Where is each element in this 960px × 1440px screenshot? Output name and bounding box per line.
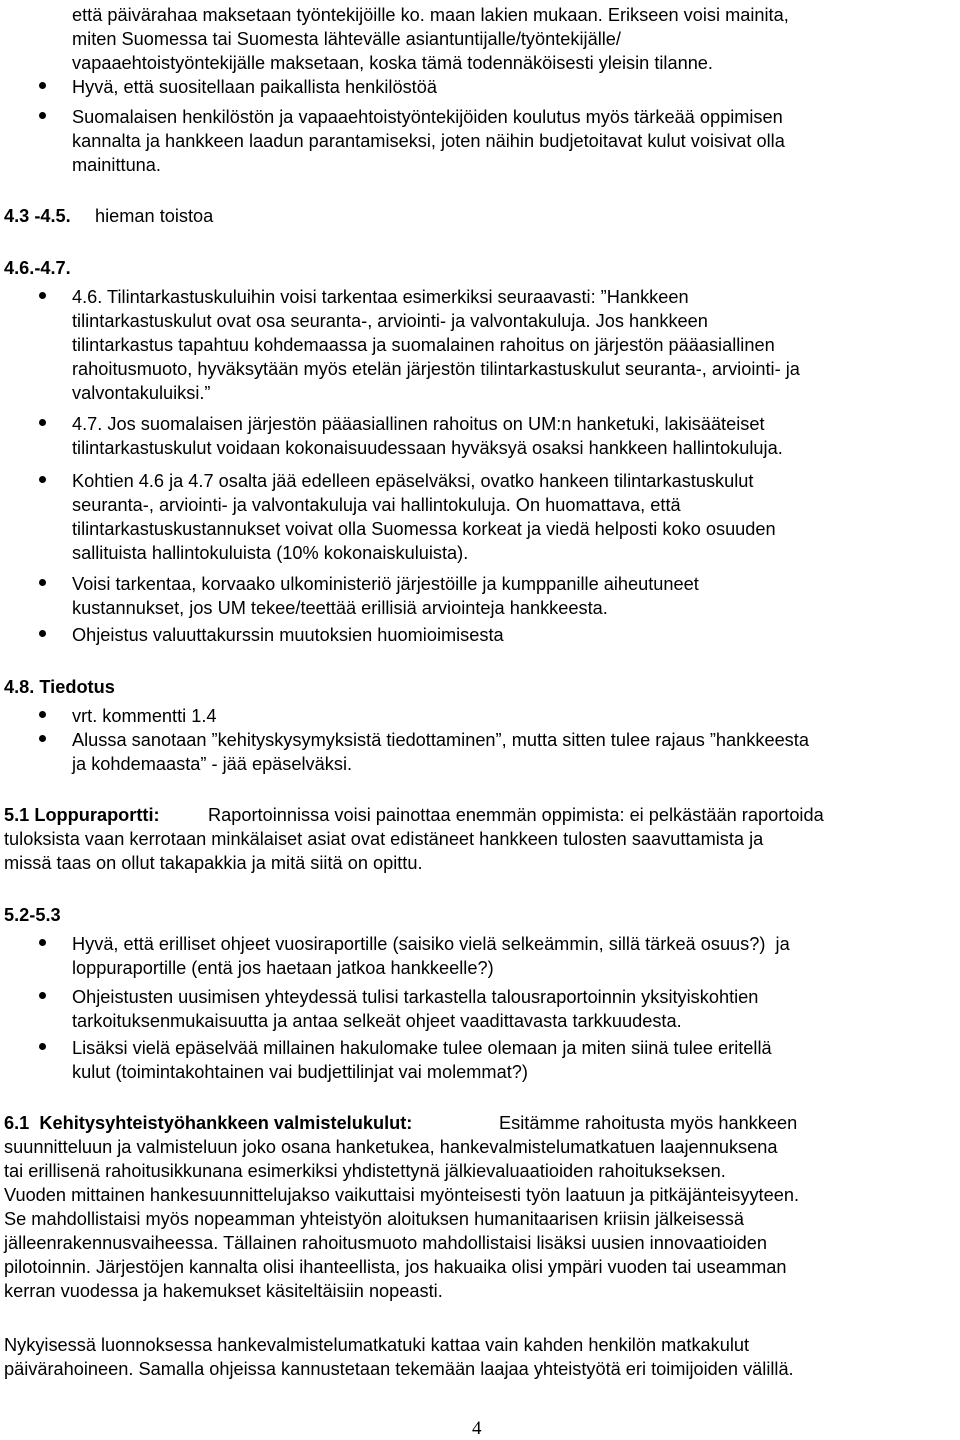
list-item-continuation: tarkoituksenmukaisuutta ja antaa selkeät ohjeet vaadittavasta tarkkuudesta. — [72, 1011, 682, 1031]
list-item: Hyvä, että suositellaan paikallista henkilöstöä — [72, 77, 437, 97]
text-line: vapaaehtoistyöntekijälle maksetaan, koska tämä todennäköisesti yleisin tilanne. — [72, 53, 713, 73]
list-item: Hyvä, että erilliset ohjeet vuosiraportille (saisiko vielä selkeämmin, sillä tärkeä osuus?) ja — [72, 934, 790, 954]
bullet-icon — [39, 711, 46, 718]
bullet-icon — [39, 630, 46, 637]
list-item: Suomalaisen henkilöstön ja vapaaehtoistyöntekijöiden koulutus myös tärkeää oppimisen — [72, 107, 783, 127]
bullet-icon — [39, 476, 46, 483]
text-line: tuloksista vaan kerrotaan minkälaiset asiat ovat edistäneet hankkeen tulosten saavuttamista ja — [4, 829, 764, 849]
bullet-icon — [39, 579, 46, 586]
text-line: tai erillisenä rahoitusikkunana esimerkiksi yhdistettynä jälkievaluaatioiden rahoitukseksen. — [4, 1161, 726, 1181]
text-line: kerran vuodessa ja hakemukset käsiteltäisiin nopeasti. — [4, 1281, 443, 1301]
bullet-icon — [39, 292, 46, 299]
section-label: 4.3 -4.5. — [4, 206, 71, 226]
list-item: Alussa sanotaan ”kehityskysymyksistä tiedottaminen”, mutta sitten tulee rajaus ”hankkeesta — [72, 730, 809, 750]
text-line: miten Suomessa tai Suomesta lähtevälle asiantuntijalle/työntekijälle/ — [72, 29, 621, 49]
list-item: vrt. kommentti 1.4 — [72, 706, 217, 726]
section-label: 4.6.-4.7. — [4, 258, 71, 278]
list-item-continuation: valvontakuluiksi.” — [72, 383, 211, 403]
text-line: Se mahdollistaisi myös nopeamman yhteistyön aloituksen humanitaarisen kriisin jälkeisessä — [4, 1209, 744, 1229]
page-number: 4 — [472, 1418, 482, 1439]
list-item-continuation: kannalta ja hankkeen laadun parantamiseksi, joten näihin budjetoitavat kulut voisivat olla — [72, 131, 785, 151]
text-line: Raportoinnissa voisi painottaa enemmän oppimista: ei pelkästään raportoida — [208, 805, 824, 825]
list-item: Ohjeistus valuuttakurssin muutoksien huomioimisesta — [72, 625, 504, 645]
bullet-icon — [39, 419, 46, 426]
section-heading: 5.2-5.3 — [4, 905, 61, 925]
list-item: Voisi tarkentaa, korvaako ulkoministeriö järjestöille ja kumppanille aiheutuneet — [72, 574, 699, 594]
bullet-icon — [39, 112, 46, 119]
list-item-continuation: kustannukset, jos UM tekee/teettää erillisiä arviointeja hankkeesta. — [72, 598, 608, 618]
list-item-continuation: tilintarkastus tapahtuu kohdemaassa ja suomalainen rahoitus on järjestön pääasiallinen — [72, 335, 775, 355]
text-line: pilotoinnin. Järjestöjen kannalta olisi ihanteellista, jos hakuaika olisi ympäri vuoden tai useamman — [4, 1257, 787, 1277]
list-item: 4.6. Tilintarkastuskuluihin voisi tarkentaa esimerkiksi seuraavasti: ”Hankkeen — [72, 287, 689, 307]
section-text: hieman toistoa — [95, 206, 214, 226]
section-heading: 6.1 Kehitysyhteistyöhankkeen valmistelukulut: — [4, 1113, 413, 1133]
section-heading: 5.1 Loppuraportti: — [4, 805, 160, 825]
bullet-icon — [39, 82, 46, 89]
list-item-continuation: kulut (toimintakohtainen vai budjettilinjat vai molemmat?) — [72, 1062, 528, 1082]
list-item-continuation: sallituista hallintokuluista (10% kokonaiskuluista). — [72, 543, 469, 563]
list-item-continuation: tilintarkastuskulut ovat osa seuranta-, arviointi- ja valvontakuluja. Jos hankkeen — [72, 311, 708, 331]
bullet-icon — [39, 992, 46, 999]
list-item-continuation: tilintarkastuskustannukset voivat olla Suomessa korkeat ja viedä helposti koko osuuden — [72, 519, 776, 539]
list-item-continuation: rahoitusmuoto, hyväksytään myös etelän järjestön tilintarkastuskulut seuranta-, arviointi- ja — [72, 359, 800, 379]
text-line: jälleenrakennusvaiheessa. Tällainen rahoitusmuoto mahdollistaisi lisäksi uusien innovaatioiden — [4, 1233, 767, 1253]
text-line: missä taas on ollut takapakkia ja mitä siitä on opittu. — [4, 853, 423, 873]
list-item-continuation: seuranta-, arviointi- ja valvontakuluja vai hallintokuluja. On huomattava, että — [72, 495, 681, 515]
text-line: suunnitteluun ja valmisteluun joko osana hanketukea, hankevalmistelumatkatuen laajennuksena — [4, 1137, 778, 1157]
list-item-continuation: mainittuna. — [72, 155, 161, 175]
list-item: 4.7. Jos suomalaisen järjestön pääasiallinen rahoitus on UM:n hanketuki, lakisääteiset — [72, 414, 765, 434]
bullet-icon — [39, 1043, 46, 1050]
text-line: päivärahoineen. Samalla ohjeissa kannustetaan tekemään laajaa yhteistyötä eri toimijoiden välillä. — [4, 1359, 794, 1379]
bullet-icon — [39, 939, 46, 946]
text-line: Vuoden mittainen hankesuunnittelujakso vaikuttaisi myönteisesti työn laatuun ja pitkäjänteisyyteen. — [4, 1185, 800, 1205]
section-heading: 4.8. Tiedotus — [4, 677, 115, 697]
bullet-icon — [39, 735, 46, 742]
text-line: Nykyisessä luonnoksessa hankevalmistelumatkatuki kattaa vain kahden henkilön matkakulut — [4, 1335, 750, 1355]
text-line: Esitämme rahoitusta myös hankkeen — [499, 1113, 798, 1133]
list-item: Kohtien 4.6 ja 4.7 osalta jää edelleen epäselväksi, ovatko hankeen tilintarkastuskulut — [72, 471, 754, 491]
list-item-continuation: tilintarkastuskulut voidaan kokonaisuudessaan hyväksyä osaksi hankkeen hallintokuluja. — [72, 438, 783, 458]
list-item: Ohjeistusten uusimisen yhteydessä tulisi tarkastella talousraportoinnin yksityiskohtien — [72, 987, 759, 1007]
text-line: että päivärahaa maksetaan työntekijöille ko. maan lakien mukaan. Erikseen voisi mainita, — [72, 5, 789, 25]
list-item: Lisäksi vielä epäselvää millainen hakulomake tulee olemaan ja miten siinä tulee eritellä — [72, 1038, 772, 1058]
list-item-continuation: loppuraportille (entä jos haetaan jatkoa hankkeelle?) — [72, 958, 494, 978]
list-item-continuation: ja kohdemaasta” - jää epäselväksi. — [72, 754, 353, 774]
